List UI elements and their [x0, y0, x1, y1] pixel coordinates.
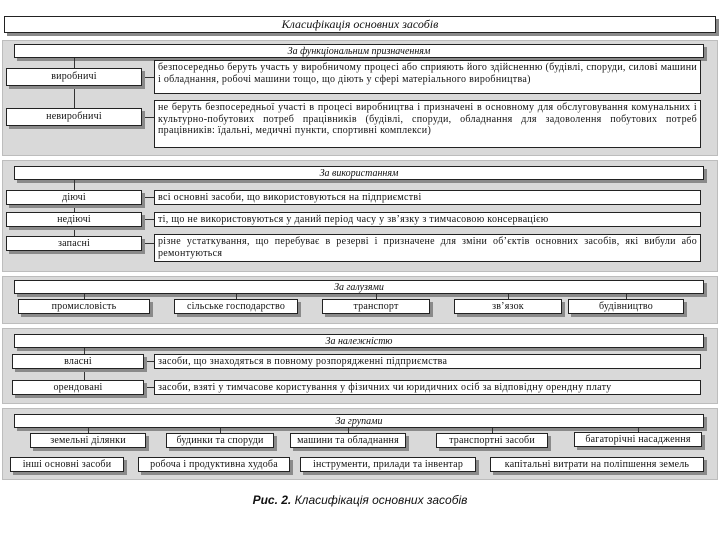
- usage-desc-reserve: різне устаткування, що перебуває в резерві і призначене для зміни об’єктів основних засобів, які вибули або ремонтуються: [154, 234, 701, 262]
- functional-link-2: [142, 117, 154, 118]
- usage-link-2: [142, 219, 154, 220]
- usage-link-3: [142, 243, 154, 244]
- usage-label-reserve: запасні: [6, 236, 142, 251]
- usage-desc-inactive: ті, що не використовуються у даний період часу у зв’язку з тимчасовою консервацією: [154, 212, 701, 227]
- ownership-label-own: власні: [12, 354, 144, 369]
- groups-item-capital-expenses: капітальні витрати на поліпшення земель: [490, 457, 704, 472]
- functional-header: За функціональним призначенням: [14, 44, 704, 58]
- ownership-link-1: [144, 361, 154, 362]
- industry-item-industry: промисловість: [18, 299, 150, 314]
- diagram-title: Класифікація основних засобів: [4, 16, 716, 33]
- ownership-desc-leased: засоби, взяті у тимчасове користування у фізичних чи юридичних осіб за відповідну орендну плату: [154, 380, 701, 395]
- usage-label-inactive: недіючі: [6, 212, 142, 227]
- functional-link-1: [142, 77, 154, 78]
- figure-caption: [0, 493, 720, 511]
- groups-item-livestock: робоча і продуктивна худоба: [138, 457, 290, 472]
- industry-item-transport: транспорт: [322, 299, 430, 314]
- ownership-link-2: [144, 387, 154, 388]
- groups-item-perennial: багаторічні насадження: [574, 432, 702, 447]
- groups-item-other: інші основні засоби: [10, 457, 124, 472]
- usage-link-1: [142, 197, 154, 198]
- functional-label-nonproductive: невиробничі: [6, 108, 142, 126]
- groups-item-vehicles: транспортні засоби: [436, 433, 548, 448]
- usage-header: За використанням: [14, 166, 704, 180]
- ownership-header: За належністю: [14, 334, 704, 348]
- industry-item-construction: будівництво: [568, 299, 684, 314]
- caption-text: Класифікація основних засобів: [294, 493, 468, 507]
- industry-item-communication: зв’язок: [454, 299, 562, 314]
- usage-desc-active: всі основні засоби, що використовуються на підприємстві: [154, 190, 701, 205]
- groups-item-land: земельні ділянки: [30, 433, 146, 448]
- industry-item-agriculture: сільське господарство: [174, 299, 298, 314]
- industry-header: За галузями: [14, 280, 704, 294]
- ownership-label-leased: орендовані: [12, 380, 144, 395]
- groups-item-machinery: машини та обладнання: [290, 433, 406, 448]
- ownership-desc-own: засоби, що знаходяться в повному розпорядженні підприємства: [154, 354, 701, 369]
- groups-item-tools: інструменти, прилади та інвентар: [300, 457, 476, 472]
- groups-header: За групами: [14, 414, 704, 428]
- caption-prefix: Рис. 2.: [252, 493, 292, 507]
- functional-label-productive: виробничі: [6, 68, 142, 86]
- groups-item-buildings: будинки та споруди: [166, 433, 274, 448]
- functional-desc-nonproductive: не беруть безпосередньої участі в процесі виробництва і призначені в основному для обслуговування комунальних і культурно-побутових потреб працівників (будівлі, споруди, обладнання для задоволення побутових потреб працівників: їдальні, медичні пункти, спортивні комплекси): [154, 100, 701, 148]
- functional-desc-productive: безпосередньо беруть участь у виробничому процесі або сприяють його здійсненню (будівлі, споруди, силові машини і обладнання, робочі машини тощо, що діють у сфері матеріального виробництва): [154, 60, 701, 94]
- usage-label-active: діючі: [6, 190, 142, 205]
